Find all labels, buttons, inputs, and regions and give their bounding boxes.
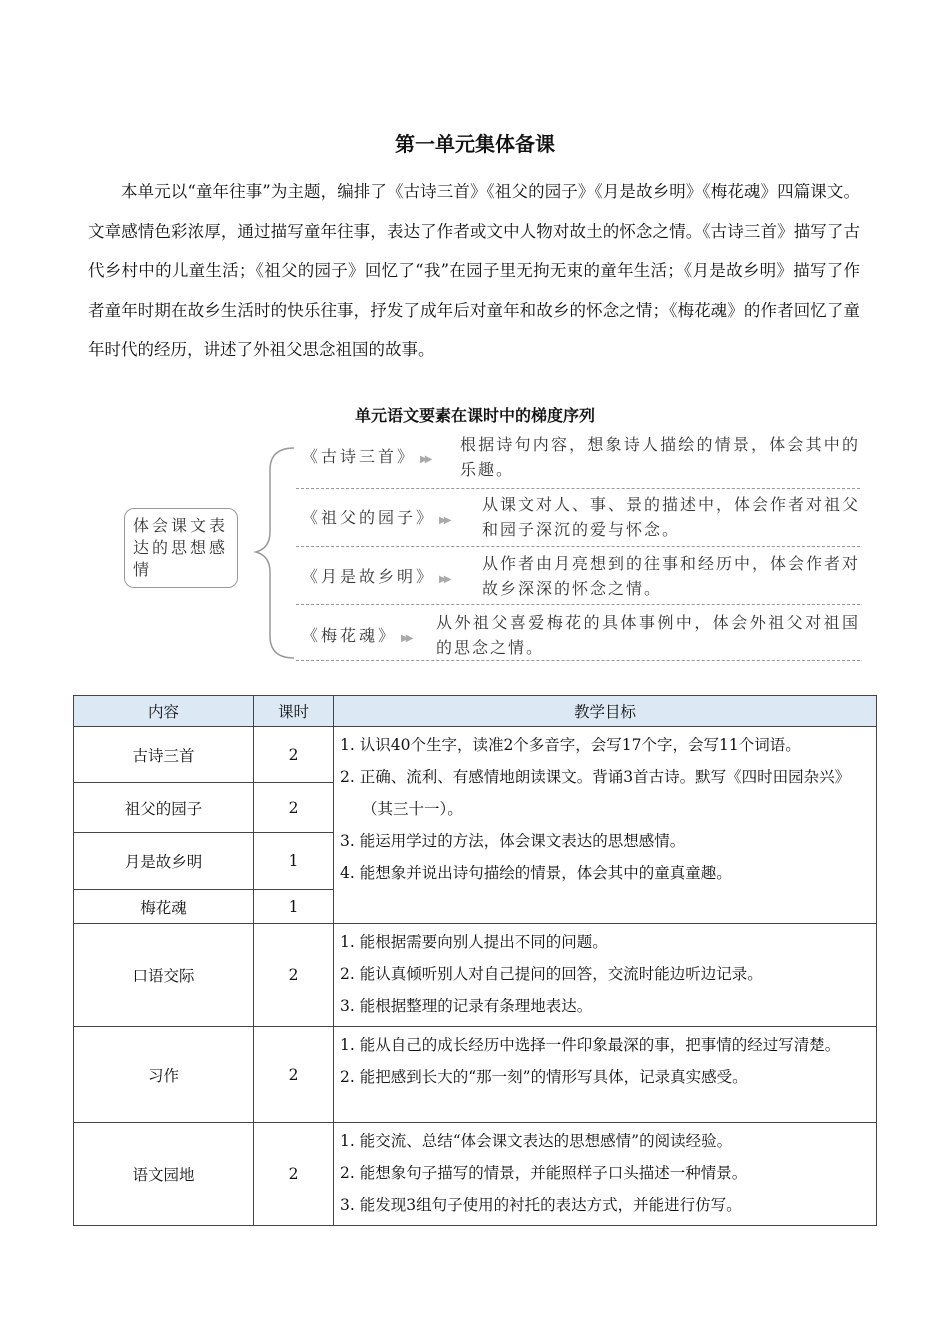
header-content: 内容 [74,696,254,727]
goal-item: 2. 能把感到长大的“那一刻”的情形写具体，记录真实感受。 [340,1068,748,1086]
branch-desc: 根据诗句内容，想象诗人描绘的情景，体会其中的乐趣。 [460,435,860,479]
table-header-row [74,696,877,727]
branch-name: 《月是故乡明》 [302,567,436,586]
hours-cell: 2 [254,924,334,1027]
branch-desc: 从课文对人、事、景的描述中，体会作者对祖父和园子深沉的爱与怀念。 [482,495,861,539]
mindmap-root: 体会课文表达的思想感情 [124,508,238,588]
goal-item: 3. 能根据整理的记录有条理地表达。 [340,997,593,1015]
goal-item: 3. 能运用学过的方法，体会课文表达的思想感情。 [340,832,686,850]
content-cell: 古诗三首 [74,727,254,783]
hours-cell: 2 [254,1123,334,1226]
mindmap-brace [250,446,296,660]
content-cell: 梅花魂 [74,890,254,924]
goals-cell [334,1027,877,1123]
hours-cell: 2 [254,727,334,783]
content-cell: 月是故乡明 [74,833,254,890]
table-row [74,727,877,783]
hours-cell: 2 [254,1027,334,1123]
header-hours: 课时 [254,696,334,727]
arrow-icon: ▶▶ [401,633,411,644]
arrow-icon: ▶▶ [420,454,430,465]
mindmap-branch [296,607,860,661]
table-row [74,1027,877,1123]
goal-item: 1. 能根据需要向别人提出不同的问题。 [340,933,608,951]
hours-cell: 1 [254,890,334,924]
branch-name: 《梅花魂》 [302,626,398,645]
goal-item: 1. 认识40个生字，读准2个多音字，会写17个字，会写11个词语。 [340,736,801,754]
goal-item: 2. 能认真倾听别人对自己提问的回答，交流时能边听边记录。 [340,965,763,983]
branch-desc: 从外祖父喜爱梅花的具体事例中，体会外祖父对祖国的思念之情。 [436,613,860,657]
hours-cell: 1 [254,833,334,890]
arrow-icon: ▶▶ [439,574,449,585]
page-title: 第一单元集体备课 [395,132,555,156]
content-cell: 祖父的园子 [74,783,254,833]
teaching-plan-table [73,695,877,1226]
goal-item: 2. 正确、流利、有感情地朗读课文。背诵3首古诗。默写《四时田园杂兴》（其三十一）。 [340,768,851,818]
branch-name: 《祖父的园子》 [302,508,436,527]
goal-item: 4. 能想象并说出诗句描绘的情景，体会其中的童真童趣。 [340,864,732,882]
goal-item: 1. 能从自己的成长经历中选择一件印象最深的事，把事情的经过写清楚。 [340,1036,841,1054]
content-cell: 习作 [74,1027,254,1123]
mindmap-branch [296,432,860,489]
mindmap-branch [296,490,860,547]
intro-paragraph: 本单元以“童年往事”为主题，编排了《古诗三首》《祖父的园子》《月是故乡明》《梅花魂》四篇课文。文章感情色彩浓厚，通过描写童年往事，表达了作者或文中人物对故土的怀念之情。《古诗三首》描写了古代乡村中的儿童生活；《祖父的园子》回忆了“我”在园子里无拘无束的童年生活；《月是故乡明》描写了作者童年时期在故乡生活时的快乐往事，抒发了成年后对童年和故乡的怀念之情；《梅花魂》的作者回忆了童年时代的经历，讲述了外祖父思念祖国的故事。 [88,182,860,359]
goals-cell [334,1123,877,1226]
branch-desc: 从作者由月亮想到的往事和经历中，体会作者对故乡深深的怀念之情。 [482,554,861,598]
goal-item: 3. 能发现3组句子使用的衬托的表达方式，并能进行仿写。 [340,1196,742,1214]
goals-cell [334,727,877,924]
goal-item: 1. 能交流、总结“体会课文表达的思想感情”的阅读经验。 [340,1132,733,1150]
arrow-icon: ▶▶ [439,515,449,526]
goals-cell [334,924,877,1027]
branch-name: 《古诗三首》 [302,447,417,466]
table-row [74,1123,877,1226]
diagram-title: 单元语文要素在课时中的梯度序列 [354,406,595,425]
goal-item: 2. 能想象句子描写的情景，并能照样子口头描述一种情景。 [340,1164,748,1182]
content-cell: 语文园地 [74,1123,254,1226]
mindmap-branch [296,548,860,605]
hours-cell: 2 [254,783,334,833]
table-row [74,924,877,1027]
content-cell: 口语交际 [74,924,254,1027]
header-goals: 教学目标 [334,696,877,727]
